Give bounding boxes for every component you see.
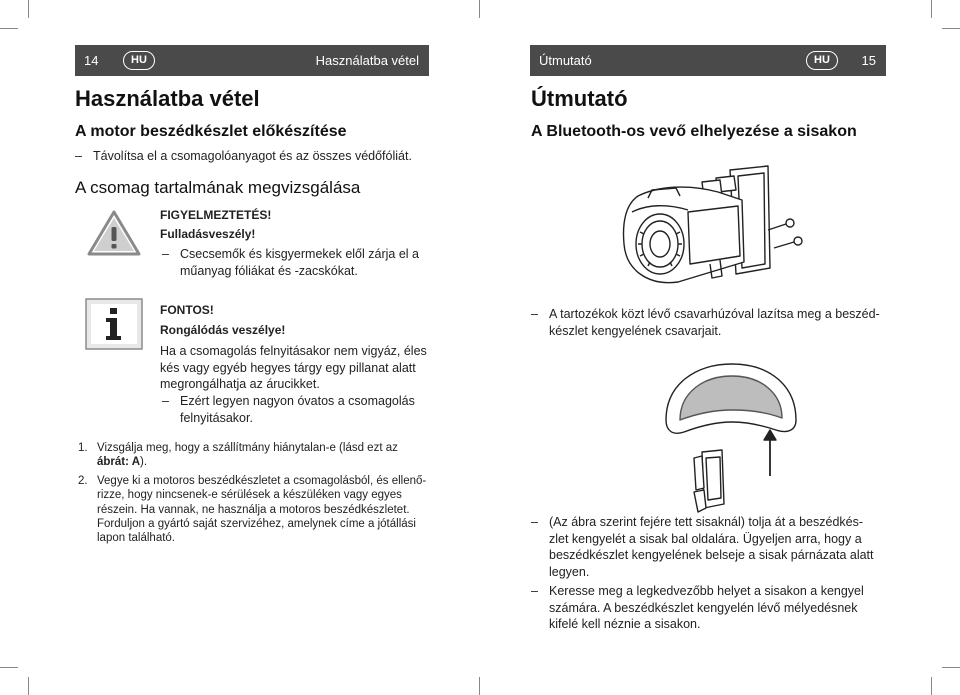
step-item: 1. Vizsgálja meg, hogy a szállítmány hiánytalan-e (lásd ezt az ábrát: A). (78, 442, 398, 469)
page-title: Útmutató (531, 86, 628, 111)
warning-bullet: – Csecsemők és kisgyermekek elől zárja el a műanyag fóliákat és -zacskókat. (162, 247, 419, 278)
helmet-illustration (658, 358, 808, 518)
subheading: A csomag tartalmának megvizsgálása (75, 178, 361, 197)
page-header (530, 45, 886, 76)
warning-label: FIGYELMEZTETÉS! (160, 208, 272, 222)
warning-subtitle: Fulladásveszély! (160, 227, 256, 241)
section-title: Útmutató (539, 53, 592, 68)
info-icon (85, 298, 143, 350)
subheading: A motor beszédkészlet előkészítése (75, 123, 347, 140)
language-badge: HU (123, 51, 155, 70)
page-number: 14 (84, 53, 99, 68)
bullet-item: – Keresse meg a legkedvezőbb helyet a sisakon a kengyel számára. A beszédkészlet kengyelén lévő mélyedésnek kifelé kell néznie a sisakon. (531, 584, 864, 631)
bullet-item: – (Az ábra szerint fejére tett sisaknál) tolja át a beszédkés- zlet kengyelét a sisak bal oldalára. Ügyeljen arra, hogy a beszédkészlet kengyelének belseje a sisak párnázata alatt legyen. (531, 515, 874, 579)
language-badge: HU (806, 51, 838, 70)
receiver-bracket-illustration (618, 160, 808, 290)
warning-triangle-icon (86, 209, 142, 257)
page-title: Használatba vétel (75, 86, 260, 111)
section-title: Használatba vétel (315, 53, 419, 68)
bullet-item: – Távolítsa el a csomagolóanyagot és az összes védőfóliát. (75, 149, 412, 163)
notice-text: Ha a csomagolás felnyitásakor nem vigyáz, éles kés vagy egyéb hegyes tárgy egy pillanat alatt megrongálhatja az árucikket. (160, 344, 427, 391)
subheading: A Bluetooth-os vevő elhelyezése a sisakon (531, 123, 857, 140)
page-number: 15 (861, 53, 876, 68)
right-page (480, 0, 960, 695)
notice-label: FONTOS! (160, 303, 214, 317)
step-item: 2. Vegye ki a motoros beszédkészletet a csomagolásból, és ellenő- rizze, hogy nincsenek-e sérülések a készüléken vagy egyes részein. Ha vannak, ne használja a motoros beszédkészletet. Forduljon a gyártó saját szervizéhez, amelynek címe a jótállási lapon található. (78, 475, 427, 545)
bullet-item: – A tartozékok közt lévő csavarhúzóval lazítsa meg a beszéd- készlet kengyelének csavarjait. (531, 307, 880, 338)
page-header (75, 45, 429, 76)
notice-subtitle: Rongálódás veszélye! (160, 323, 286, 337)
notice-bullet: – Ezért legyen nagyon óvatos a csomagolás felnyitásakor. (162, 394, 415, 425)
